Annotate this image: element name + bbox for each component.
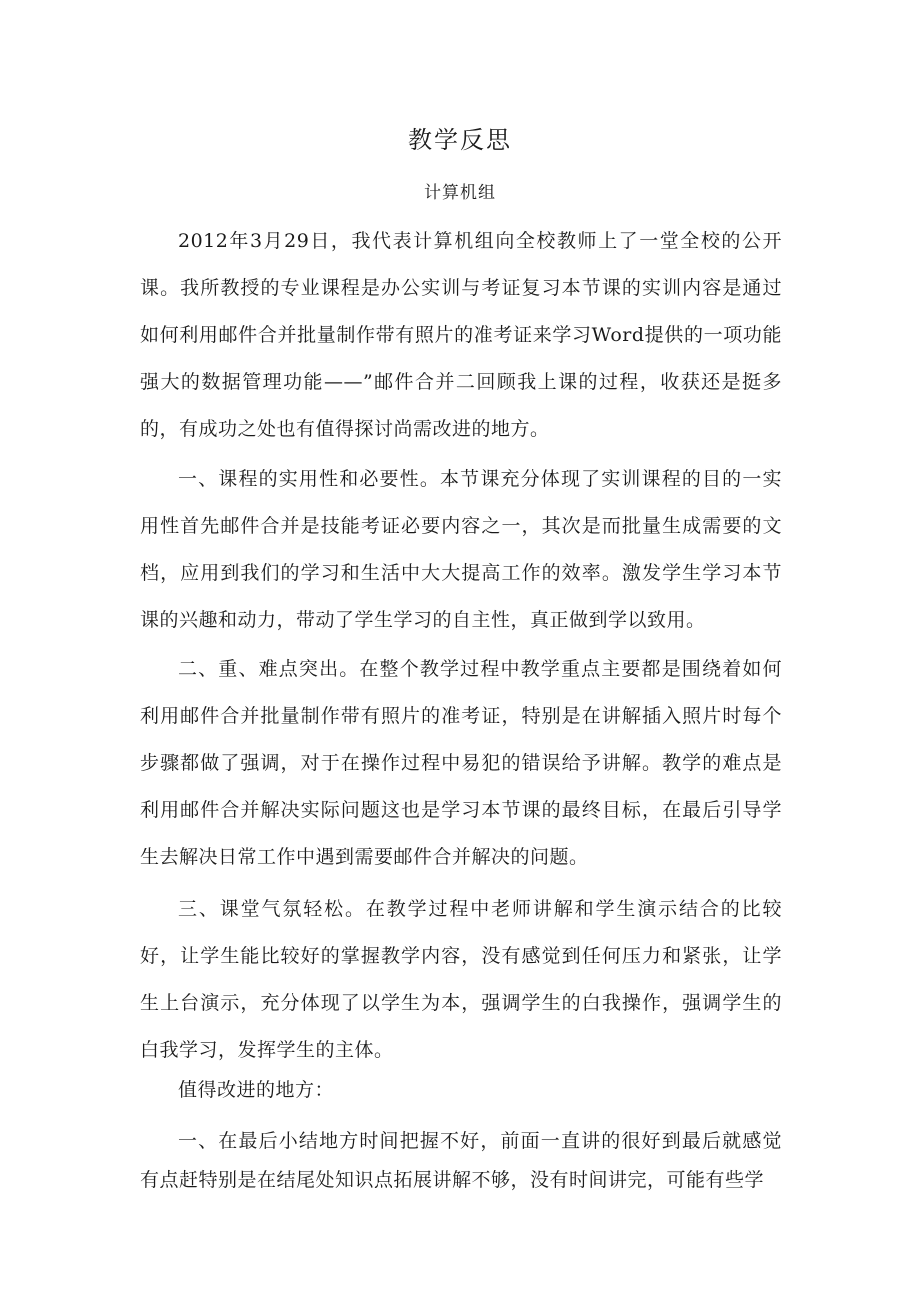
improvement-heading: 值得改进的地方： (178, 1079, 335, 1101)
paragraph-improvement: 一、在最后小结地方时间把握不好，前面一直讲的很好到最后就感觉有点赶特别是在结尾处知识点拓展讲解不够，没有时间讲完，可能有些学 (140, 1130, 782, 1191)
paragraph-atmosphere: 三、课堂气氛轻松。在教学过程中老师讲解和学生演示结合的比较好，让学生能比较好的掌握教学内容，没有感觉到任何压力和紧张，让学生上台演示，充分体现了以学生为本，强调学生的白我操作，强调学生的白我学习，发挥学生的主体。 (140, 898, 782, 1061)
paragraph-practicality: 一、课程的实用性和必要性。本节课充分体现了实训课程的目的一实用性首先邮件合并是技能考证必要内容之一，其次是而批量生成需要的文档，应用到我们的学习和生活中大大提高工作的效率。激发学生学习本节课的兴趣和动力，带动了学生学习的自主性，真正做到学以致用。 (140, 468, 782, 631)
document-title: 教学反思 (408, 126, 512, 154)
paragraph-key-points: 二、重、难点突出。在整个教学过程中教学重点主要都是围绕着如何利用邮件合并批量制作带有照片的准考证，特别是在讲解插入照片时每个步骤都做了强调，对于在操作过程中易犯的错误给予讲解。教学的难点是利用邮件合并解决实际问题这也是学习本节课的最终目标，在最后引导学生去解决日常工作中遇到需要邮件合并解决的问题。 (140, 658, 782, 868)
paragraph-intro: 2012年3月29日，我代表计算机组向全校教师上了一堂全校的公开课。我所教授的专业课程是办公实训与考证复习本节课的实训内容是通过如何利用邮件合并批量制作带有照片的准考证来学习Word提供的一项功能强大的数据管理功能——”邮件合并二回顾我上课的过程，收获还是挺多的，有成功之处也有值得探讨尚需改进的地方。 (140, 230, 782, 440)
document-subtitle: 计算机组 (424, 183, 496, 203)
